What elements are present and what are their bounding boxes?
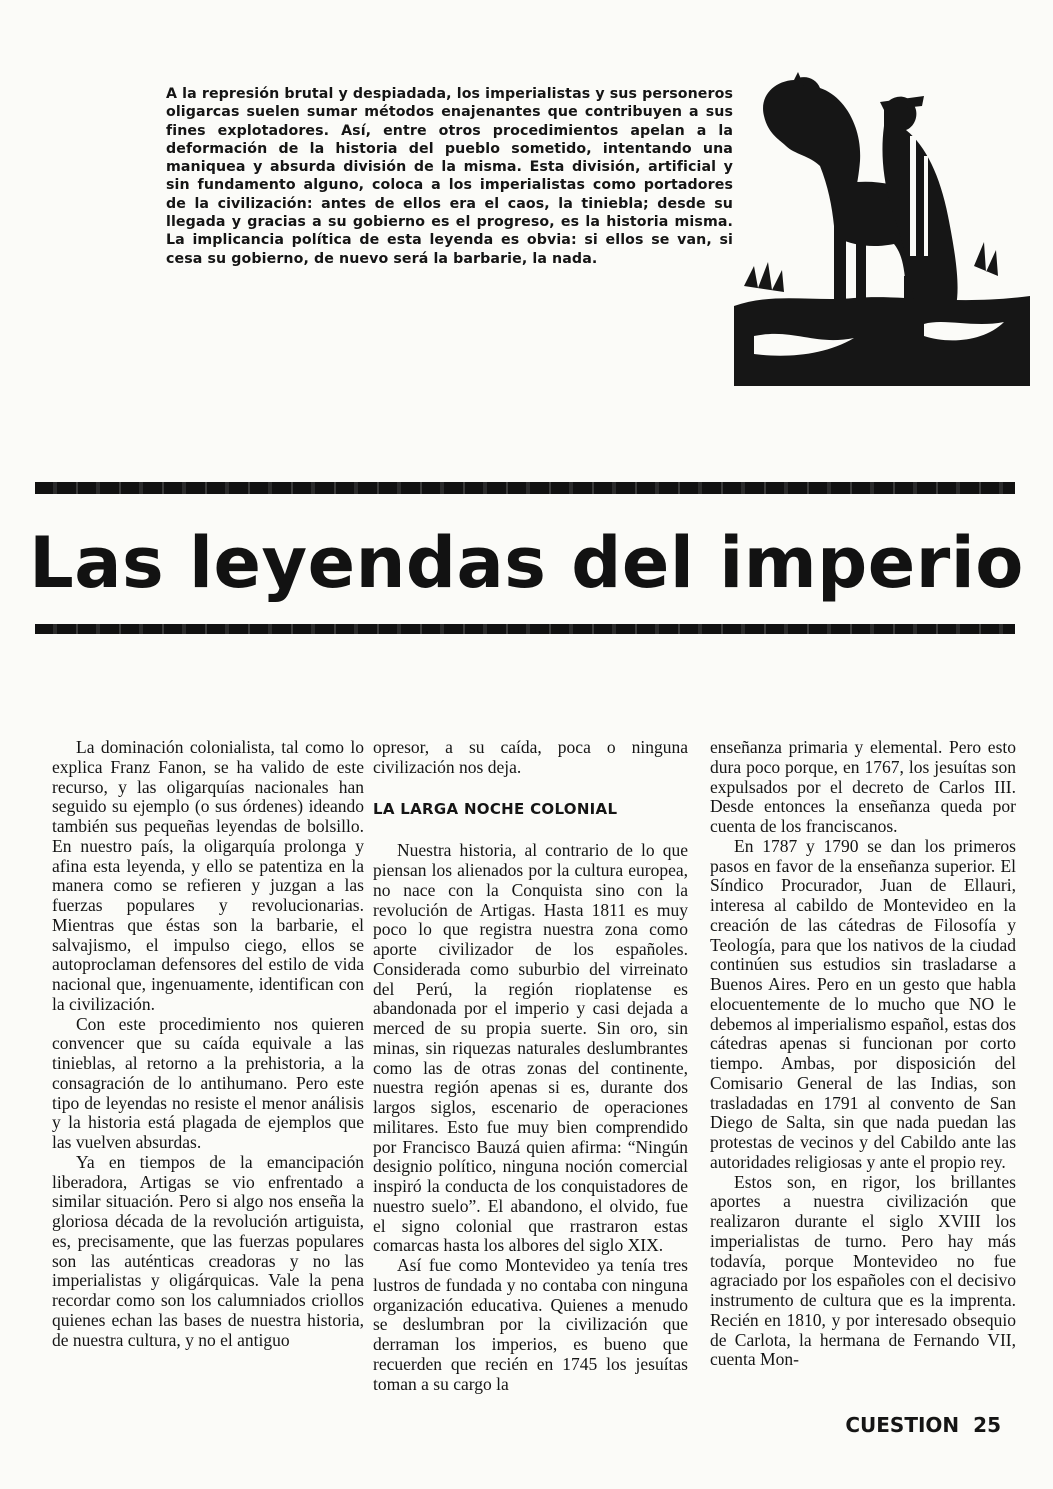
horse-rider-illustration — [734, 66, 1030, 386]
magazine-name: CUESTION — [845, 1413, 960, 1437]
paragraph: La dominación colonialista, tal como lo explica Franz Fanon, se ha valido de este recurso, y las oligarquías nacionales han seguido su ejemplo (o sus órdenes) ideando también sus pequeñas leyendas de bolsillo. En nuestro país, la oligarquía prolonga y afina esta leyenda, y ello se patentiza en la manera como se refieren y juzgan a las fuerzas populares y revolucionarias. Mientras que éstas son la barbarie, el salvajismo, el impulso ciego, ellos se autoproclaman defensores del estilo de vida nacional que, ingenuamente, identifican con la civilización. — [52, 737, 364, 1014]
article-title: Las leyendas del imperio — [29, 522, 1024, 604]
top-rule — [35, 482, 1015, 494]
paragraph: Ya en tiempos de la emancipación liberadora, Artigas se vio enfrentado a similar situación. Pero si algo nos enseña la gloriosa década de la revolución artiguista, es, precisamente, que las fuerzas populares son las auténticas creadoras y no las imperialistas y oligárquicas. Vale la pena recordar como son los calumniados criollos quienes echan las bases de nuestra historia, de nuestra cultura, y no el antiguo — [52, 1151, 364, 1350]
paragraph: enseñanza primaria y elemental. Pero esto dura poco porque, en 1767, los jesuítas son expulsados por el decreto de Carlos III. Desde entonces la enseñanza queda por cuenta de los franciscanos. — [710, 737, 1016, 836]
intro-paragraph: A la represión brutal y despiadada, los imperialistas y sus personeros oligarcas suelen sumar métodos enajenantes que contribuyen a sus fines explotadores. Así, entre otros procedimientos apelan a la deformación de la historia del pueblo sometido, intentando una maniquea y absurda división de la misma. Esta división, artificial y sin fundamento alguno, coloca a los imperialistas como portadores de la civilización: antes de ellos era el caos, la tiniebla; desde su llegada y gracias a su gobierno es el progreso, es la historia misma. La implicancia política de esta leyenda es obvia: si ellos se van, si cesa su gobierno, de nuevo será la barbarie, la nada. — [166, 86, 733, 267]
column-3 — [710, 738, 1016, 1370]
column-1 — [52, 738, 364, 1350]
paragraph: Así fue como Montevideo ya tenía tres lustros de fundada y no contaba con ninguna organización educativa. Quienes a menudo se deslumbran por la civilización que derraman los imperios, es bueno que recuerden que recién en 1745 los jesuítas toman a su cargo la — [373, 1255, 688, 1394]
column-2 — [373, 738, 688, 1394]
paragraph: Estos son, en rigor, los brillantes aportes a nuestra civilización que realizaron durante el siglo XVIII los imperialistas de turno. Pero hay más todavía, porque Montevideo no fue agraciado por los españoles con el decisivo instrumento de cultura que es la imprenta. Recién en 1810, y por interesado obsequio de Carlota, la hermana de Fernando VII, cuenta Mon- — [710, 1171, 1016, 1370]
bottom-rule — [35, 624, 1015, 634]
page-number: 25 — [973, 1413, 1001, 1437]
section-heading: LA LARGA NOCHE COLONIAL — [373, 799, 618, 818]
paragraph: Con este procedimiento nos quieren convencer que su caída equivale a las tinieblas, al retorno a la prehistoria, a la consagración de lo antihumano. Pero este tipo de leyendas no resiste el menor análisis y la historia está plagada de ejemplos que las vuelven absurdas. — [52, 1013, 364, 1152]
paragraph: opresor, a su caída, poca o ninguna civilización nos deja. — [373, 737, 688, 777]
page-footer — [845, 1413, 1001, 1437]
paragraph: Nuestra historia, al contrario de lo que piensan los alienados por la cultura europea, no nace con la Conquista sino con la revolución de Artigas. Hasta 1811 es muy poco lo que registra nuestra zona como aporte civilizador de los españoles. Considerada como suburbio del virreinato del Perú, la región rioplatense es abandonada por el imperio y casi dejada a merced de su propia suerte. Sin oro, sin minas, sin riquezas naturales deslumbrantes como las de otras zonas del continente, nuestra región apenas si es, durante dos largos siglos, escenario de operaciones militares. Esto fue muy bien comprendido por Francisco Bauzá quien afirma: “Ningún designio político, ninguna noción comercial inspiró la conducta de los conquistadores de nuestro suelo”. El abandono, el olvido, fue el signo colonial que rrastraron estas comarcas hasta los albores del siglo XIX. — [373, 840, 688, 1256]
paragraph: En 1787 y 1790 se dan los primeros pasos en favor de la enseñanza superior. El Síndico Procurador, Juan de Ellauri, interesa al cabildo de Montevideo en la creación de las cátedras de Filosofía y Teología, para que los nativos de la ciudad continúen sus estudios sin trasladarse a Buenos Aires. Pero en un gesto que habla elocuentemente de lo mucho que NO le debemos al imperialismo español, estas dos cátedras apenas si funcionan por corto tiempo. Ambas, por disposición del Comisario General de las Indias, son trasladadas en 1791 al convento de San Diego de Salta, sin que nada puedan las protestas de vecinos y del Cabildo ante las autoridades religiosas y ante el propio rey. — [710, 835, 1016, 1172]
